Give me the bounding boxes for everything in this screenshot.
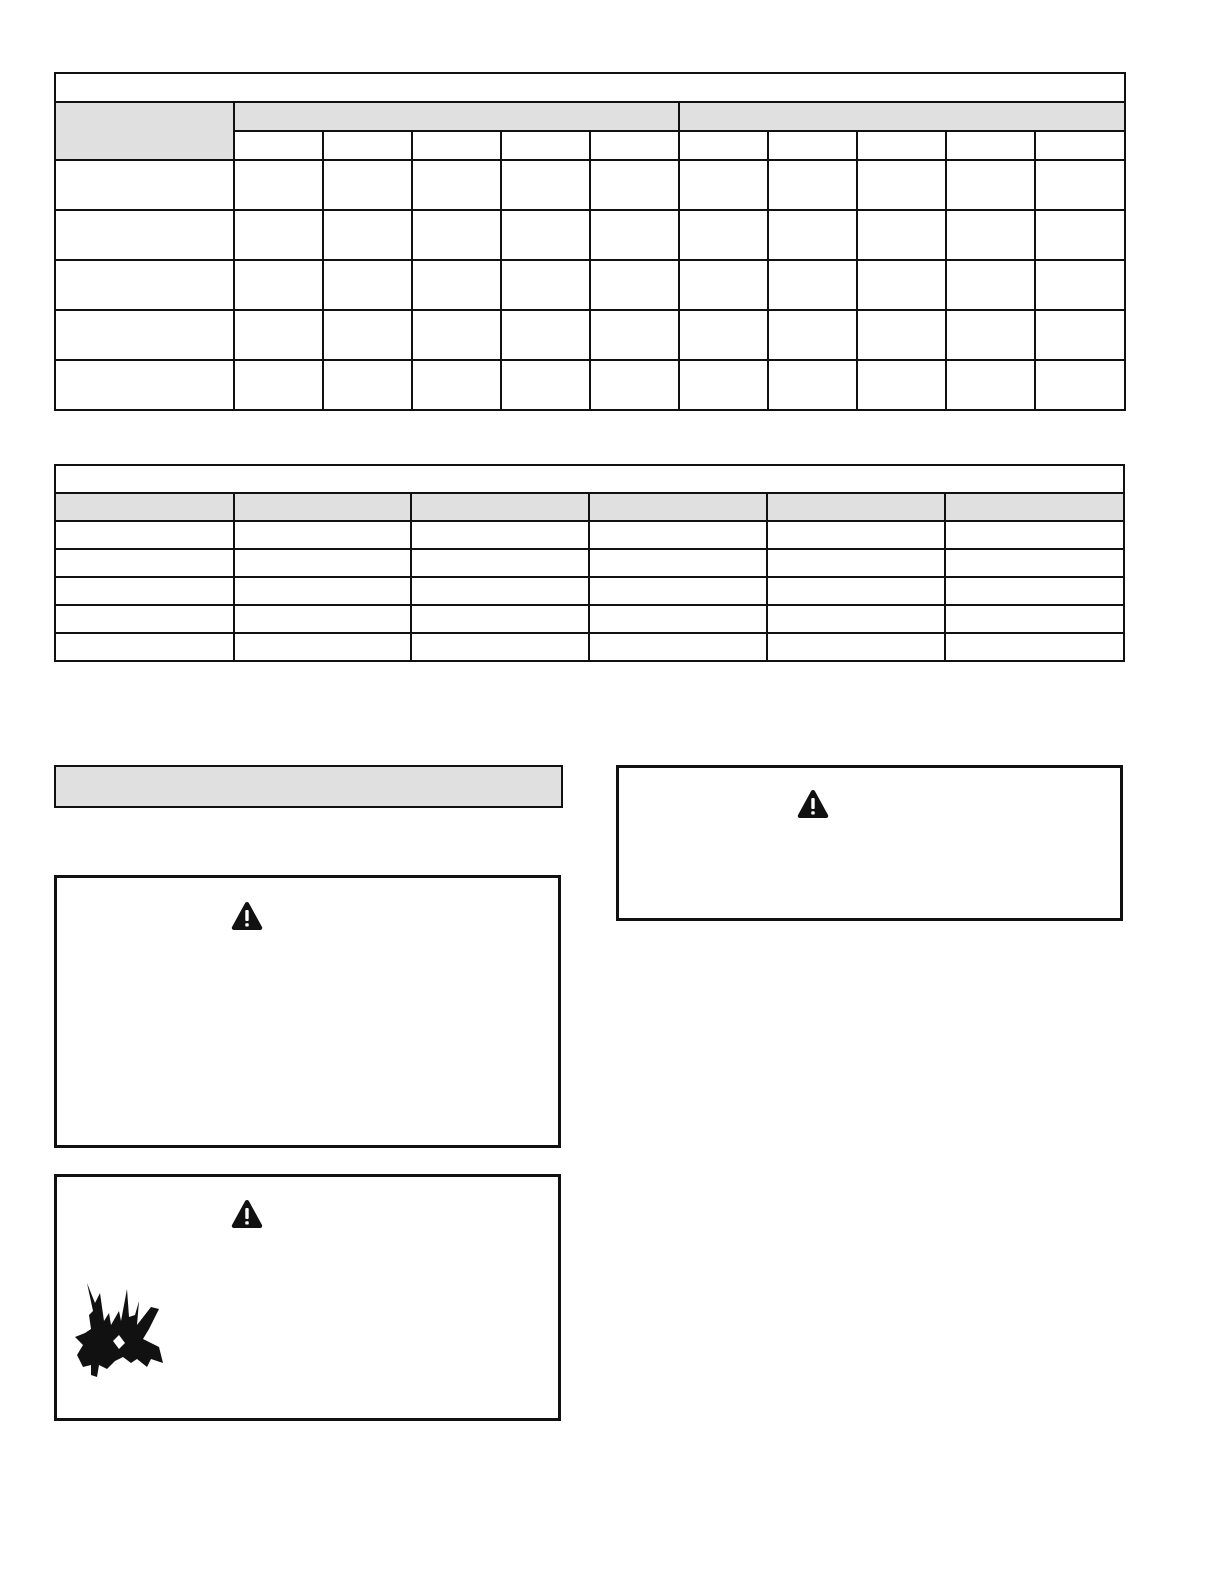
table-cell: [55, 360, 234, 410]
table-cell: [590, 210, 679, 260]
table-cell: [234, 577, 411, 605]
data-table-2: [54, 464, 1125, 662]
table-cell: [590, 360, 679, 410]
table-cell: [55, 260, 234, 310]
table-cell: [945, 605, 1124, 633]
table-cell: [412, 260, 501, 310]
table-cell: [234, 260, 323, 310]
table-1-row-header-cell: [55, 102, 234, 160]
table-2-header-cell: [589, 493, 767, 521]
table-row: [55, 260, 1125, 310]
table-cell: [234, 310, 323, 360]
table-cell: [767, 521, 945, 549]
table-cell: [55, 605, 234, 633]
table-cell: [1035, 310, 1125, 360]
table-cell: [323, 210, 412, 260]
table-cell: [945, 549, 1124, 577]
table-row: [55, 521, 1124, 549]
table-row: [55, 549, 1124, 577]
table-cell: [1035, 210, 1125, 260]
table-cell: [589, 633, 767, 661]
table-1-group-header-left: [234, 102, 679, 131]
table-cell: [55, 549, 234, 577]
table-1-subheader-cell: [857, 131, 946, 160]
table-cell: [501, 360, 590, 410]
warning-box: [54, 875, 561, 1148]
table-cell: [234, 605, 411, 633]
table-1-subheader-cell: [234, 131, 323, 160]
explosion-icon: [73, 1281, 165, 1377]
table-1-subheader-cell: [1035, 131, 1125, 160]
warning-triangle-icon: [797, 789, 829, 819]
table-cell: [679, 260, 768, 310]
table-cell: [590, 160, 679, 210]
table-cell: [501, 160, 590, 210]
table-row: [55, 605, 1124, 633]
table-cell: [1035, 260, 1125, 310]
table-cell: [768, 160, 857, 210]
table-row: [55, 360, 1125, 410]
table-cell: [234, 360, 323, 410]
table-2-title-cell: [55, 465, 1124, 493]
table-cell: [412, 360, 501, 410]
table-2-header-cell: [411, 493, 589, 521]
table-1-subheader-cell: [679, 131, 768, 160]
table-cell: [857, 310, 946, 360]
table-cell: [411, 577, 589, 605]
table-2-header-cell: [234, 493, 411, 521]
table-cell: [589, 577, 767, 605]
table-cell: [234, 160, 323, 210]
table-row: [55, 310, 1125, 360]
table-cell: [412, 160, 501, 210]
table-cell: [1035, 360, 1125, 410]
table-cell: [55, 521, 234, 549]
table-cell: [768, 310, 857, 360]
table-cell: [946, 310, 1035, 360]
table-cell: [501, 260, 590, 310]
table-cell: [411, 521, 589, 549]
table-cell: [412, 210, 501, 260]
table-cell: [857, 160, 946, 210]
table-cell: [946, 210, 1035, 260]
table-cell: [679, 160, 768, 210]
table-cell: [768, 210, 857, 260]
table-1-title-cell: [55, 73, 1125, 102]
table-row: [55, 210, 1125, 260]
table-1-subheader-cell: [768, 131, 857, 160]
warning-triangle-icon: [231, 1199, 263, 1229]
table-cell: [679, 360, 768, 410]
table-cell: [679, 310, 768, 360]
table-cell: [501, 210, 590, 260]
table-1-subheader-cell: [412, 131, 501, 160]
table-1-subheader-cell: [323, 131, 412, 160]
table-cell: [589, 521, 767, 549]
table-cell: [411, 633, 589, 661]
warning-box: [54, 1174, 561, 1421]
table-cell: [857, 360, 946, 410]
table-cell: [234, 633, 411, 661]
table-cell: [590, 260, 679, 310]
table-cell: [945, 577, 1124, 605]
table-2-header-cell: [55, 493, 234, 521]
table-cell: [768, 260, 857, 310]
table-cell: [411, 605, 589, 633]
table-cell: [946, 260, 1035, 310]
table-cell: [767, 633, 945, 661]
table-cell: [946, 360, 1035, 410]
table-1-subheader-cell: [946, 131, 1035, 160]
table-1-group-header-right: [679, 102, 1125, 131]
table-cell: [589, 605, 767, 633]
table-cell: [323, 360, 412, 410]
table-cell: [412, 310, 501, 360]
table-row: [55, 577, 1124, 605]
table-cell: [768, 360, 857, 410]
table-cell: [945, 633, 1124, 661]
table-cell: [55, 160, 234, 210]
table-cell: [767, 577, 945, 605]
table-cell: [945, 521, 1124, 549]
section-header-bar: [54, 765, 563, 808]
table-cell: [679, 210, 768, 260]
table-cell: [234, 210, 323, 260]
table-2-header-cell: [767, 493, 945, 521]
table-cell: [501, 310, 590, 360]
table-row: [55, 633, 1124, 661]
warning-triangle-icon: [231, 901, 263, 931]
table-cell: [55, 310, 234, 360]
warning-box: [616, 765, 1123, 921]
data-table-1: [54, 72, 1126, 411]
table-cell: [323, 310, 412, 360]
table-1-subheader-cell: [590, 131, 679, 160]
table-row: [55, 160, 1125, 210]
table-cell: [857, 210, 946, 260]
table-cell: [234, 549, 411, 577]
table-1-subheader-cell: [501, 131, 590, 160]
table-cell: [323, 260, 412, 310]
table-cell: [767, 605, 945, 633]
table-2-header-cell: [945, 493, 1124, 521]
table-cell: [55, 577, 234, 605]
table-cell: [55, 633, 234, 661]
table-cell: [767, 549, 945, 577]
table-cell: [411, 549, 589, 577]
table-cell: [589, 549, 767, 577]
table-cell: [234, 521, 411, 549]
table-cell: [55, 210, 234, 260]
table-cell: [590, 310, 679, 360]
table-cell: [323, 160, 412, 210]
table-cell: [857, 260, 946, 310]
table-cell: [1035, 160, 1125, 210]
table-cell: [946, 160, 1035, 210]
